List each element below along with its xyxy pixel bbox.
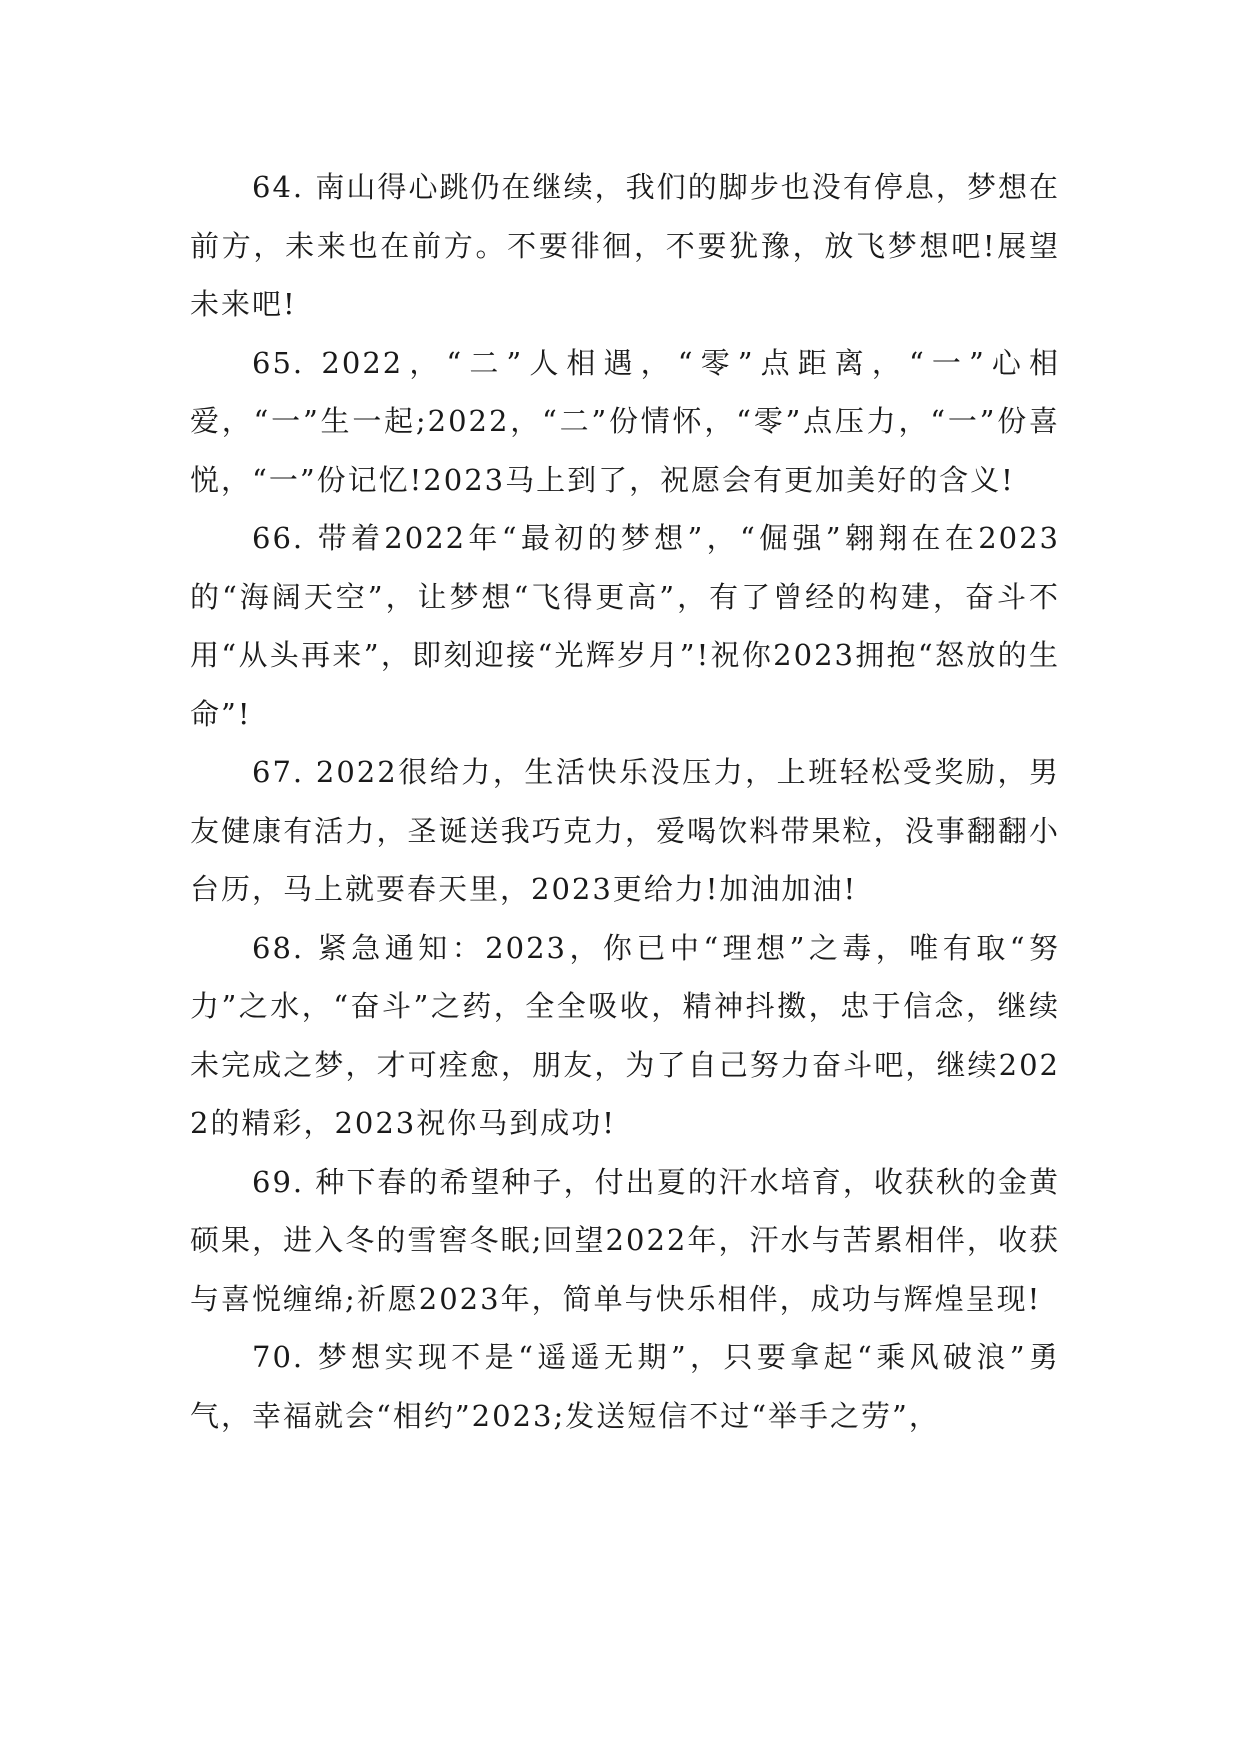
paragraph-70: 70. 梦想实现不是“遥遥无期”，只要拿起“乘风破浪”勇气，幸福就会“相约”2023;发送短信不过“举手之劳”， [190,1340,1060,1433]
paragraph-66: 66. 带着2022年“最初的梦想”，“倔强”翱翔在在2023的“海阔天空”，让梦想“飞得更高”，有了曾经的构建，奋斗不用“从头再来”，即刻迎接“光辉岁月”!祝你2023拥抱“怒放的生命”! [190,521,1060,731]
paragraph-64: 64. 南山得心跳仍在继续，我们的脚步也没有停息，梦想在前方，未来也在前方。不要徘徊，不要犹豫，放飞梦想吧!展望未来吧! [190,170,1060,321]
paragraph-69: 69. 种下春的希望种子，付出夏的汗水培育，收获秋的金黄硕果，进入冬的雪窖冬眠;回望2022年，汗水与苦累相伴，收获与喜悦缠绵;祈愿2023年，简单与快乐相伴，成功与辉煌呈现! [190,1164,1060,1316]
paragraph-68: 68. 紧急通知：2023，你已中“理想”之毒，唯有取“努力”之水，“奋斗”之药，全全吸收，精神抖擞，忠于信念，继续未完成之梦，才可痊愈，朋友，为了自己努力奋斗吧，继续2022的精彩，2023祝你马到成功! [190,930,1060,1140]
paragraph-65: 65. 2022，“二”人相遇，“零”点距离，“一”心相爱，“一”生一起;2022，“二”份情怀，“零”点压力，“一”份喜悦，“一”份记忆!2023马上到了，祝愿会有更加美好的含义! [190,345,1060,497]
paragraph-67: 67. 2022很给力，生活快乐没压力，上班轻松受奖励，男友健康有活力，圣诞送我巧克力，爱喝饮料带果粒，没事翻翻小台历，马上就要春天里，2023更给力!加油加油! [190,755,1060,906]
document-body [190,158,1060,1445]
